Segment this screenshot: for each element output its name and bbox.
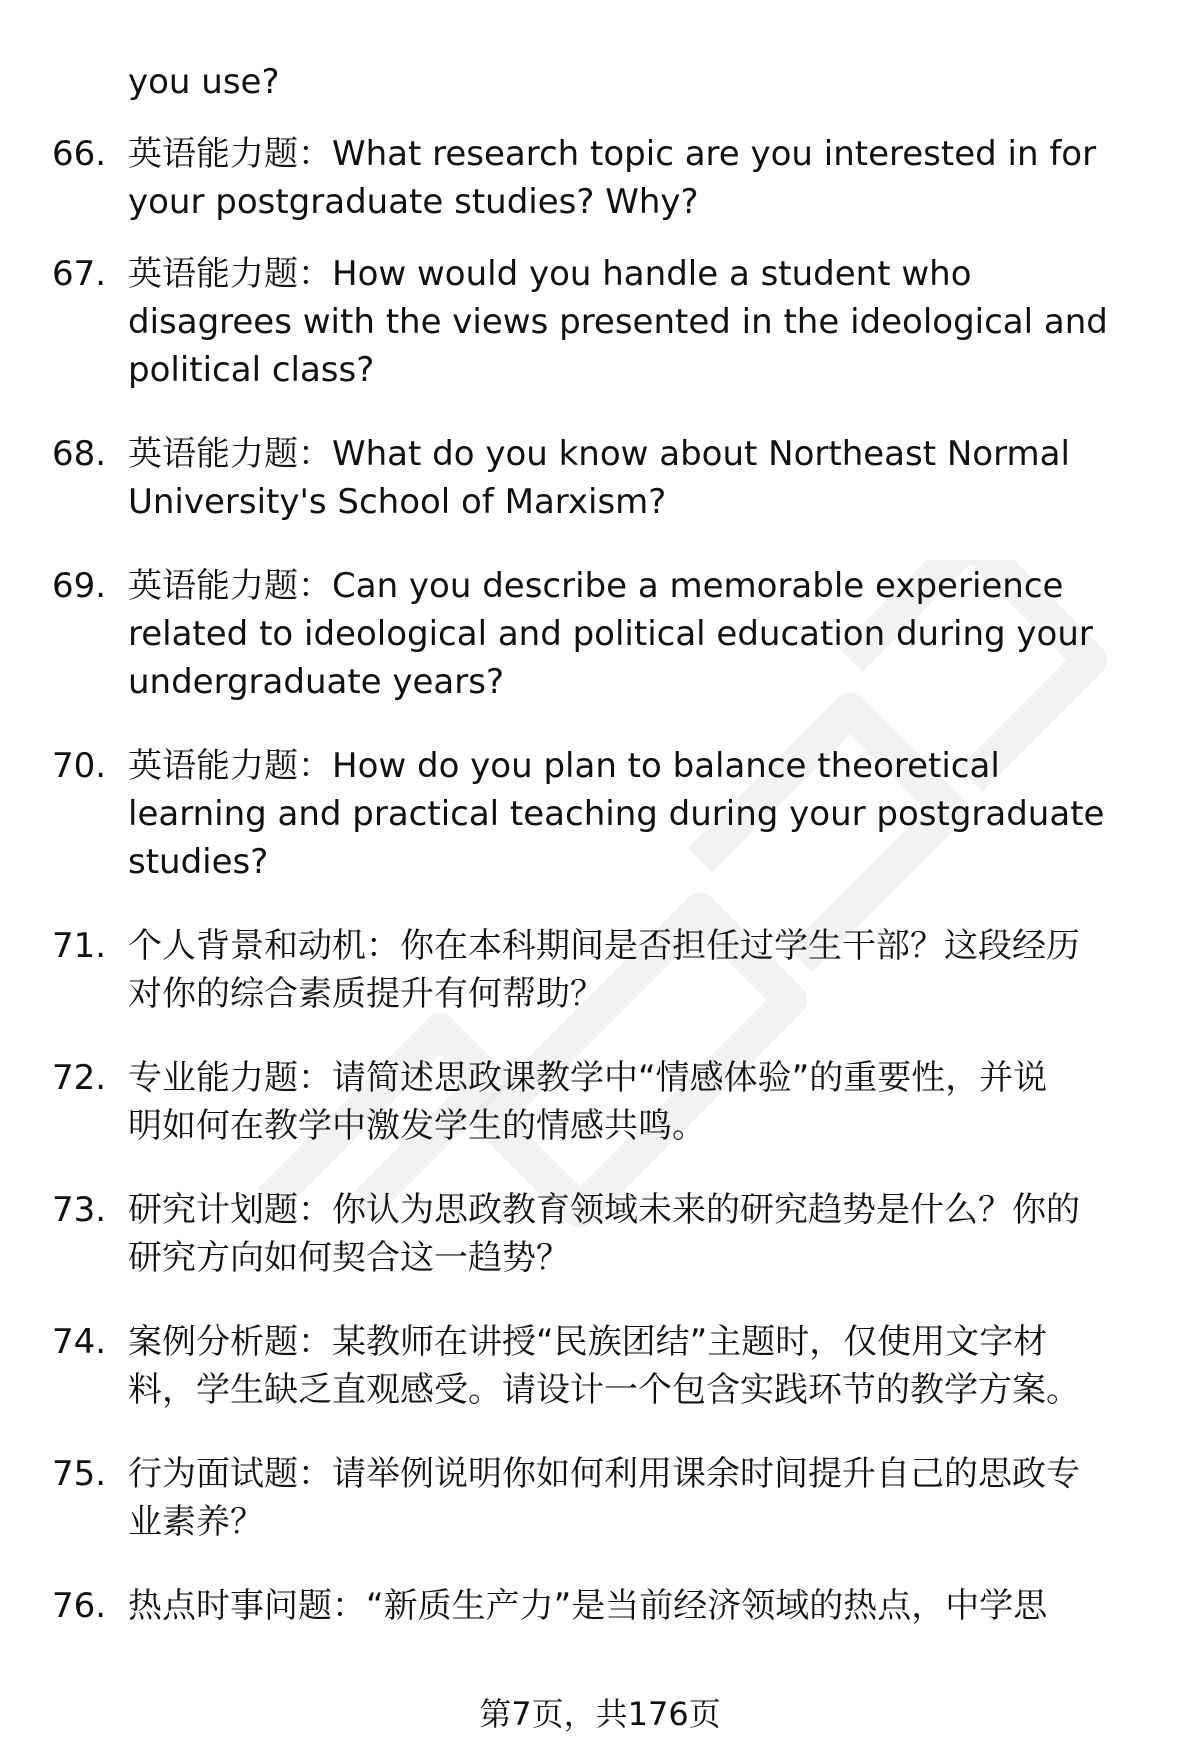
question-text: 行为面试题：请举例说明你如何利用课余时间提升自己的思政专 (128, 1454, 1080, 1494)
question-number: 70. (52, 746, 107, 786)
question-text: 热点时事问题：“新质生产力”是当前经济领域的热点，中学思 (128, 1586, 1048, 1626)
question-number: 76. (52, 1586, 107, 1626)
question-number: 72. (52, 1058, 107, 1098)
question-text: 英语能力题：How would you handle a student who (128, 254, 972, 294)
question-text: 英语能力题：What do you know about Northeast Normal (128, 434, 1070, 474)
question-text: 个人背景和动机：你在本科期间是否担任过学生干部？这段经历 (128, 926, 1080, 966)
question-number: 75. (52, 1454, 107, 1494)
question-number: 71. (52, 926, 107, 966)
question-text: political class? (128, 350, 375, 390)
question-text: 案例分析题：某教师在讲授“民族团结”主题时，仅使用文字材 (128, 1322, 1048, 1362)
question-text: 研究计划题：你认为思政教育领域未来的研究趋势是什么？你的 (128, 1190, 1080, 1230)
question-text: 研究方向如何契合这一趋势？ (128, 1238, 570, 1278)
question-text: 英语能力题：Can you describe a memorable experience (128, 566, 1064, 606)
continued-text: you use? (128, 62, 280, 102)
question-text: University's School of Marxism? (128, 482, 667, 522)
question-text: 专业能力题：请简述思政课教学中“情感体验”的重要性，并说 (128, 1058, 1048, 1098)
question-number: 66. (52, 134, 107, 174)
question-text: learning and practical teaching during your postgraduate (128, 794, 1105, 834)
question-text: 英语能力题：What research topic are you interested in for (128, 134, 1097, 174)
question-number: 67. (52, 254, 107, 294)
question-text: 业素养？ (128, 1502, 264, 1542)
question-text: 明如何在教学中激发学生的情感共鸣。 (128, 1106, 706, 1146)
page-number: 第7页，共176页 (479, 1695, 721, 1733)
question-text: 对你的综合素质提升有何帮助？ (128, 974, 604, 1014)
question-text: your postgraduate studies? Why? (128, 182, 699, 222)
question-text: 英语能力题：How do you plan to balance theoretical (128, 746, 1000, 786)
question-text: studies? (128, 842, 269, 882)
question-number: 68. (52, 434, 107, 474)
question-number: 73. (52, 1190, 107, 1230)
question-text: related to ideological and political education during your (128, 614, 1093, 654)
question-number: 69. (52, 566, 107, 606)
question-text: undergraduate years? (128, 662, 505, 702)
question-text: 料，学生缺乏直观感受。请设计一个包含实践环节的教学方案。 (128, 1370, 1080, 1410)
question-text: disagrees with the views presented in the ideological and (128, 302, 1108, 342)
question-number: 74. (52, 1322, 107, 1362)
